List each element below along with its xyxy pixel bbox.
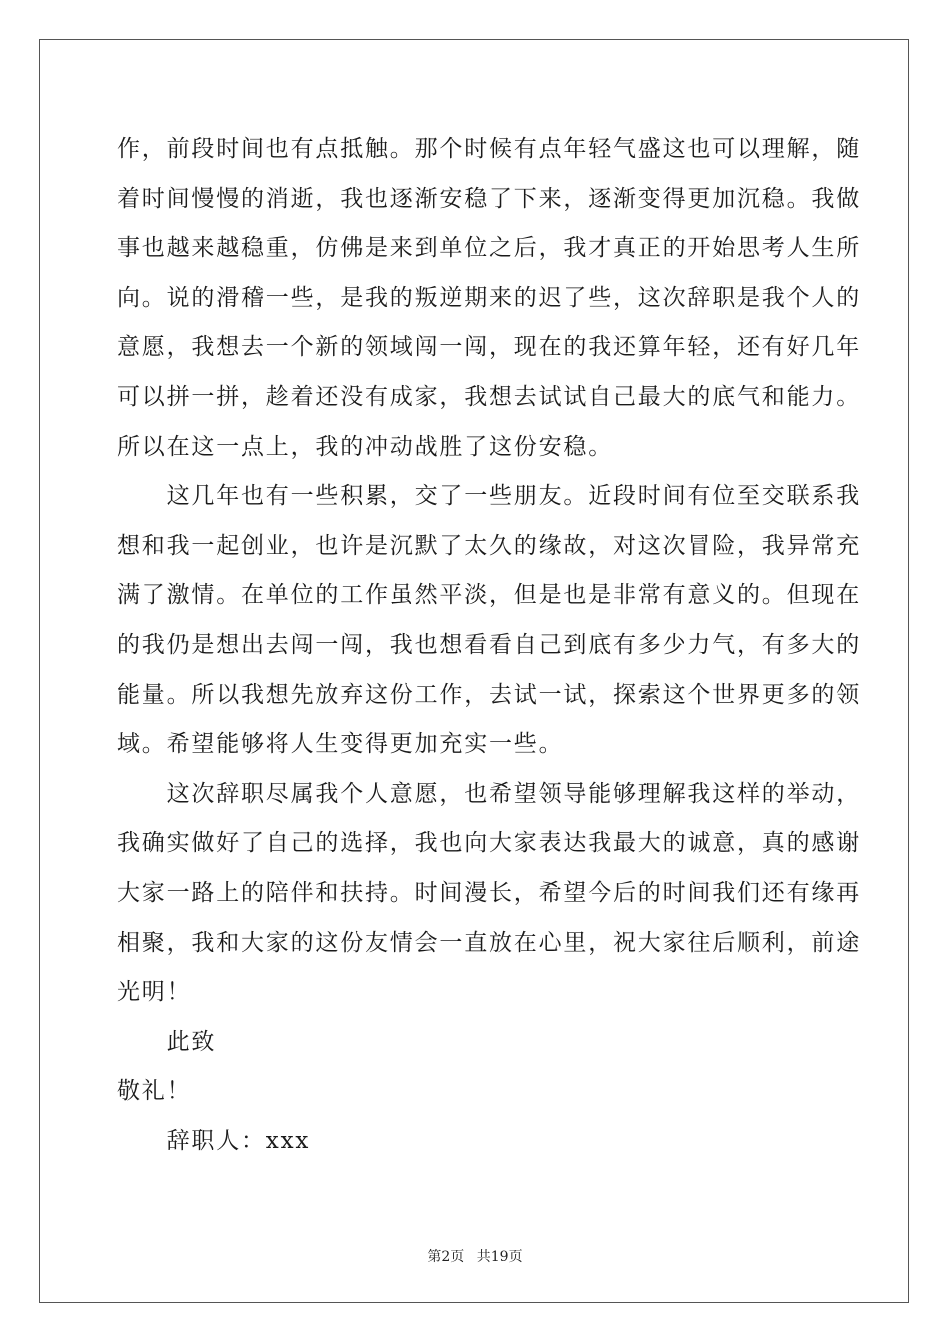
text-line: 所以在这一点上，我的冲动战胜了这份安稳。 — [117, 433, 613, 460]
letter-body — [117, 125, 861, 1166]
text-line: 能量。所以我想先放弃这份工作，去试一试，探索这个世界更多的领 — [117, 681, 861, 708]
text-line: 作，前段时间也有点抵触。那个时候有点年轻气盛这也可以理解，随 — [117, 136, 861, 162]
text-line: 大家一路上的陪伴和扶持。时间漫长，希望今后的时间我们还有缘再 — [117, 879, 861, 906]
text-line: 满了激情。在单位的工作虽然平淡，但是也是非常有意义的。但现在 — [117, 582, 861, 609]
closing-salutation: 此致 — [117, 1028, 217, 1055]
text-line: 域。希望能够将人生变得更加充实一些。 — [117, 731, 564, 758]
page-total: 共19页 — [476, 1249, 523, 1265]
text-line: 向。说的滑稽一些，是我的叛逆期来的迟了些，这次辞职是我个人的 — [117, 284, 861, 311]
page-number: 第2页 — [427, 1249, 465, 1265]
text-line: 我确实做好了自己的选择，我也向大家表达我最大的诚意，真的感谢 — [117, 830, 861, 857]
signature-line: 辞职人：xxx — [117, 1127, 311, 1154]
closing-regards: 敬礼！ — [117, 1078, 192, 1105]
page-footer — [0, 1246, 950, 1266]
text-line: 想和我一起创业，也许是沉默了太久的缘故，对这次冒险，我异常充 — [117, 532, 861, 559]
text-line: 这次辞职尽属我个人意愿，也希望领导能够理解我这样的举动， — [117, 780, 861, 807]
text-line: 的我仍是想出去闯一闯，我也想看看自己到底有多少力气，有多大的 — [117, 631, 861, 658]
text-line: 相聚，我和大家的这份友情会一直放在心里，祝大家往后顺利，前途 — [117, 929, 861, 956]
text-line: 意愿，我想去一个新的领域闯一闯，现在的我还算年轻，还有好几年 — [117, 334, 861, 361]
text-line: 事也越来越稳重，仿佛是来到单位之后，我才真正的开始思考人生所 — [117, 235, 861, 262]
text-line: 光明！ — [117, 979, 192, 1006]
text-line: 可以拼一拼，趁着还没有成家，我想去试试自己最大的底气和能力。 — [117, 383, 861, 410]
text-line: 着时间慢慢的消逝，我也逐渐安稳了下来，逐渐变得更加沉稳。我做 — [117, 185, 861, 212]
text-line: 这几年也有一些积累，交了一些朋友。近段时间有位至交联系我 — [117, 483, 861, 510]
